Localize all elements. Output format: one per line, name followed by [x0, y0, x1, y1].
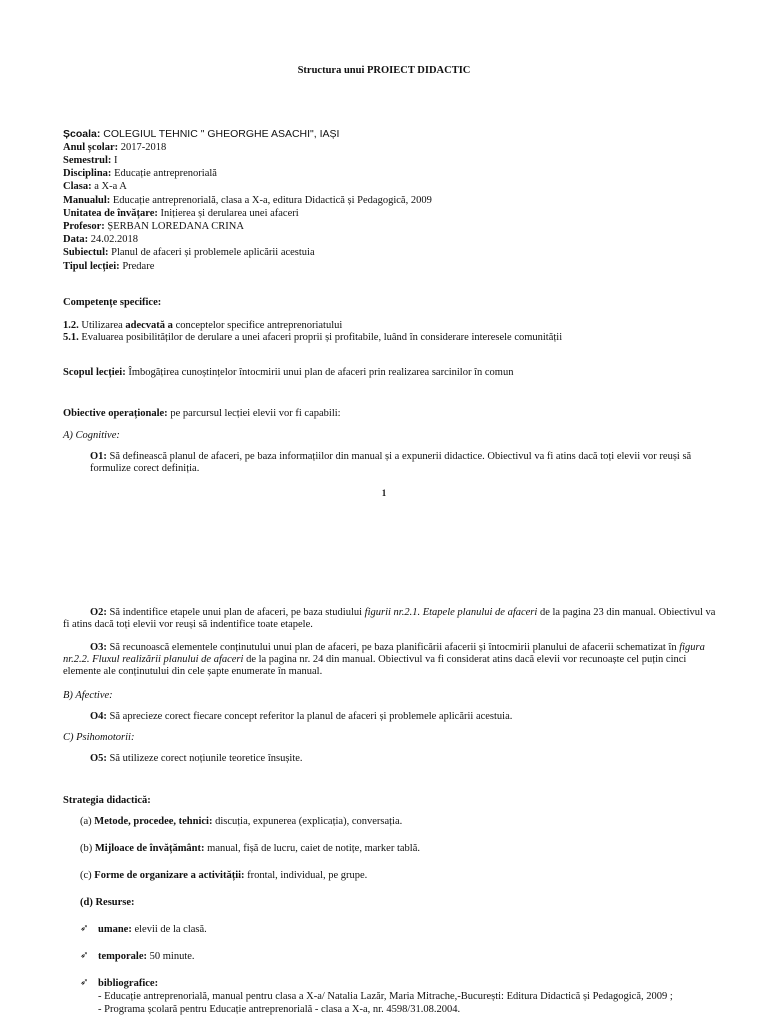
document-title: Structura unui PROIECT DIDACTIC: [297, 65, 471, 76]
objective-text: Să aprecieze corect fiecare concept referitor la planul de afaceri și problemele aplicării acestuia.: [106, 711, 513, 722]
objective-o5: [90, 753, 303, 765]
field-label: Subiectul:: [63, 247, 109, 258]
resource-value: elevii de la clasă.: [131, 924, 207, 935]
competenta-1: [63, 320, 342, 332]
scopul-value: Îmbogățirea cunoștințelor întocmirii unui plan de afaceri prin realizarea sarcinilor în comun: [125, 367, 514, 378]
field-subiectul: [63, 247, 315, 259]
competenta-text: conceptelor specifice antreprenoriatului: [172, 320, 343, 331]
field-label: Semestrul:: [63, 155, 112, 166]
afective-heading: B) Afective:: [63, 690, 113, 701]
field-profesor: [63, 221, 244, 233]
field-value: ȘERBAN LOREDANA CRINA: [104, 221, 244, 232]
resource-label: umane:: [98, 924, 132, 935]
field-clasa: [63, 181, 127, 193]
field-label: Profesor:: [63, 221, 105, 232]
item-label: Mijloace de învățământ:: [92, 843, 205, 854]
objective-text: de la pagina 23 din manual. Obiectivul va fi atins dacă toți elevii vor reuși să indentifice toate etapele.: [63, 607, 716, 630]
field-value: Educație antreprenorială: [111, 168, 217, 179]
obiective-label: Obiective operaționale:: [63, 408, 168, 419]
objective-figure-ref: figurii nr.2.1. Etapele planului de afaceri: [364, 607, 538, 618]
psihomotorii-heading: C) Psihomotorii:: [63, 732, 135, 743]
page-number: 1: [381, 488, 387, 498]
field-label: Anul școlar:: [63, 142, 119, 153]
item-prefix: (a): [80, 816, 92, 827]
strategia-a: [80, 816, 402, 828]
scopul-label: Scopul lecției:: [63, 367, 126, 378]
item-value: frontal, individual, pe grupe.: [244, 870, 368, 881]
objective-label: O5:: [90, 753, 107, 764]
item-prefix: (c): [80, 870, 92, 881]
field-label: Clasa:: [63, 181, 92, 192]
item-label: Metode, procedee, tehnici:: [91, 816, 213, 827]
field-value: I: [111, 155, 118, 166]
competente-heading: Competențe specifice:: [63, 297, 162, 308]
resource-label: temporale:: [98, 951, 147, 962]
resurse-temporale: [98, 951, 195, 963]
objective-text: Să utilizeze corect noțiunile teoretice însușite.: [106, 753, 303, 764]
field-data: [63, 234, 138, 246]
competenta-number: 1.2.: [63, 320, 79, 331]
objective-o2: [63, 607, 723, 631]
field-value: Inițierea și derularea unei afaceri: [157, 208, 299, 219]
field-manual: [63, 195, 432, 207]
field-value: COLEGIUL TEHNIC " GHEORGHE ASACHI", IAȘI: [100, 128, 340, 140]
item-value: discuția, expunerea (explicația), conversația.: [212, 816, 403, 827]
obiective-heading: [63, 408, 341, 420]
bullet-icon: ➶: [80, 923, 89, 934]
bibliography-entry: - Programa școlară pentru Educație antreprenorială - clasa a X-a, nr. 4598/31.08.2004.: [98, 1004, 461, 1015]
field-semestru: [63, 155, 118, 167]
objective-o1: [63, 451, 713, 475]
resurse-umane: [98, 924, 207, 936]
objective-label: O3:: [90, 642, 107, 653]
field-value: 2017-2018: [118, 142, 167, 153]
field-value: Planul de afaceri și problemele aplicării acestuia: [108, 247, 315, 258]
field-label: Data:: [63, 234, 89, 245]
item-value: manual, fișă de lucru, caiet de notițe, marker tablă.: [204, 843, 420, 854]
competenta-text: Utilizarea: [78, 320, 126, 331]
field-label: Unitatea de învățare:: [63, 208, 158, 219]
scopul-lectiei: [63, 367, 513, 379]
field-value: 24.02.2018: [88, 234, 138, 245]
field-disciplina: [63, 168, 217, 180]
resurse-bibliografice: bibliografice:: [98, 978, 159, 989]
item-prefix: (b): [80, 843, 93, 854]
field-label: Disciplina:: [63, 168, 112, 179]
field-label: Manualul:: [63, 195, 111, 206]
strategia-d: (d) Resurse:: [80, 897, 135, 908]
competenta-2: [63, 332, 562, 344]
field-scoala: [63, 128, 339, 140]
objective-text: Să recunoască elementele conținutului unui plan de afaceri, pe baza planificării afacerii și întocmirii planului de afacerii schematizat în: [106, 642, 680, 653]
resource-value: 50 minute.: [146, 951, 195, 962]
objective-text: Să indentifice etapele unui plan de afaceri, pe baza studiului: [106, 607, 365, 618]
objective-label: O2:: [90, 607, 107, 618]
field-value: Predare: [119, 261, 155, 272]
bullet-icon: ➶: [80, 950, 89, 961]
bibliography-entry: - Educație antreprenorială, manual pentru clasa a X-a/ Natalia Lazăr, Maria Mitrache,-București: Editura Didactică și Pedagogică, 2009 ;: [98, 991, 673, 1002]
field-unitatea: [63, 208, 299, 220]
field-value: a X-a A: [91, 181, 127, 192]
bullet-icon: ➶: [80, 977, 89, 988]
objective-figure-ref: figura nr.2.2. Fluxul realizării planului de afaceri: [63, 642, 705, 665]
item-label: Forme de organizare a activității:: [91, 870, 245, 881]
cognitive-heading: A) Cognitive:: [63, 430, 120, 441]
objective-label: O4:: [90, 711, 107, 722]
competenta-number: 5.1.: [63, 332, 79, 343]
objective-label: O1:: [90, 451, 107, 462]
field-an-scolar: [63, 142, 166, 154]
objective-o3: [63, 642, 723, 678]
field-label: Tipul lecției:: [63, 261, 120, 272]
strategia-c: [80, 870, 367, 882]
strategia-heading: Strategia didactică:: [63, 795, 151, 806]
obiective-value: pe parcursul lecției elevii vor fi capabili:: [167, 408, 341, 419]
field-tipul: [63, 261, 154, 273]
field-label: Școala:: [63, 128, 101, 140]
objective-text: Să definească planul de afaceri, pe baza informațiilor din manual și a expunerii didactice. Obiectivul va fi atins dacă toți elevii vor reuși să formulize corect definiția.: [90, 451, 692, 474]
strategia-b: [80, 843, 420, 855]
field-value: Educație antreprenorială, clasa a X-a, editura Didactică și Pedagogică, 2009: [110, 195, 432, 206]
competenta-text-bold: adecvată a: [125, 320, 173, 331]
objective-o4: [90, 711, 512, 723]
objective-text: de la pagina nr. 24 din manual. Obiectivul va fi considerat atins dacă elevii vor recunoaște cel puțin cinci elemente ale conținutului din cele șapte enumerate în manual.: [63, 654, 687, 677]
competenta-text: Evaluarea posibilităților de derulare a unei afaceri proprii și profitabile, luând în considerare interesele comunității: [78, 332, 563, 343]
